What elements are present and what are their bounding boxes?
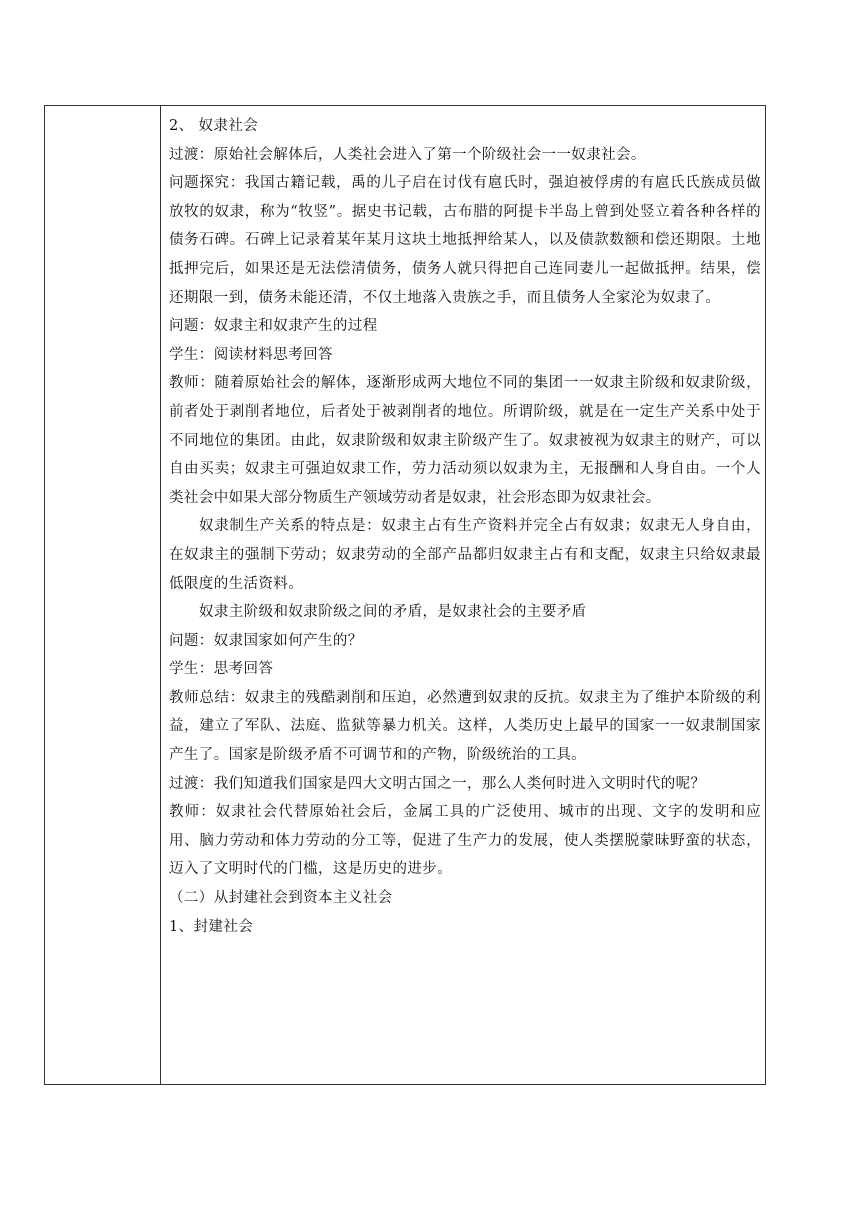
teacher-paragraph: 教师：随着原始社会的解体，逐渐形成两大地位不同的集团一一奴隶主阶级和奴隶阶级，前者处于剥削者地位，后者处于被剥削者的地位。所谓阶级，就是在一定生产关系中处于不同地位的集团。由此，奴隶阶级和奴隶主阶级产生了。奴隶被视为奴隶主的财产，可以自由买卖；奴隶主可强迫奴隶工作，劳力活动须以奴隶为主，无报酬和人身自由。一个人类社会中如果大部分物质生产领域劳动者是奴隶，社会形态即为奴隶社会。: [169, 375, 761, 506]
section-heading-slavery: 2、 奴隶社会: [169, 118, 259, 134]
question-paragraph: 问题：奴隶主和奴隶产生的过程: [169, 318, 378, 335]
transition-paragraph: 过渡：原始社会解体后，人类社会进入了第一个阶级社会一一奴隶社会。: [169, 146, 646, 163]
lesson-table: [44, 105, 766, 1085]
teacher-civilization-paragraph: 教师：奴隶社会代替原始社会后，金属工具的广泛使用、城市的出现、文字的发明和应用、脑力劳动和体力劳动的分工等，促进了生产力的发展，使人类摆脱蒙昧野蛮的状态，迈入了文明时代的门槛，这是历史的进步。: [169, 804, 761, 878]
production-relations-paragraph: 奴隶制生产关系的特点是：奴隶主占有生产资料并完全占有奴隶；奴隶无人身自由，在奴隶主的强制下劳动；奴隶劳动的全部产品都归奴隶主占有和支配，奴隶主只给奴隶最低限度的生活资料。: [169, 518, 761, 592]
question-state-paragraph: 问题：奴隶国家如何产生的？: [169, 632, 363, 649]
transition-civilization-paragraph: 过渡：我们知道我们国家是四大文明古国之一，那么人类何时进入文明时代的呢？: [169, 775, 706, 792]
subsection-heading-feudal: 1、封建社会: [169, 918, 254, 935]
main-contradiction-paragraph: 奴隶主阶级和奴隶阶级之间的矛盾，是奴隶社会的主要矛盾: [199, 604, 587, 621]
section-heading-feudal-capitalist: （二）从封建社会到资本主义社会: [169, 890, 393, 907]
content-cell: [169, 112, 761, 941]
inquiry-paragraph: 问题探究：我国古籍记载，禹的儿子启在讨伐有扈氏时，强迫被俘虏的有扈氏氏族成员做放牧的奴隶，称为“牧竖”。据史书记载，古布腊的阿提卡半岛上曾到处竖立着各种各样的债务石碑。石碑上记录着某年某月这块土地抵押给某人，以及债款数额和偿还期限。土地抵押完后，如果还是无法偿清债务，债务人就只得把自己连同妻儿一起做抵押。结果，偿还期限一到，债务未能还清，不仅土地落入贵族之手，而且债务人全家沦为奴隶了。: [169, 175, 761, 306]
student-paragraph: 学生：阅读材料思考回答: [169, 346, 333, 363]
student-answer-paragraph: 学生：思考回答: [169, 661, 274, 678]
left-empty-cell: [45, 106, 160, 1084]
column-divider: [160, 106, 161, 1084]
teacher-summary-paragraph: 教师总结：奴隶主的残酷剥削和压迫，必然遭到奴隶的反抗。奴隶主为了维护本阶级的利益，建立了军队、法庭、监狱等暴力机关。这样，人类历史上最早的国家一一奴隶制国家产生了。国家是阶级矛盾不可调节和的产物，阶级统治的工具。: [169, 689, 761, 764]
